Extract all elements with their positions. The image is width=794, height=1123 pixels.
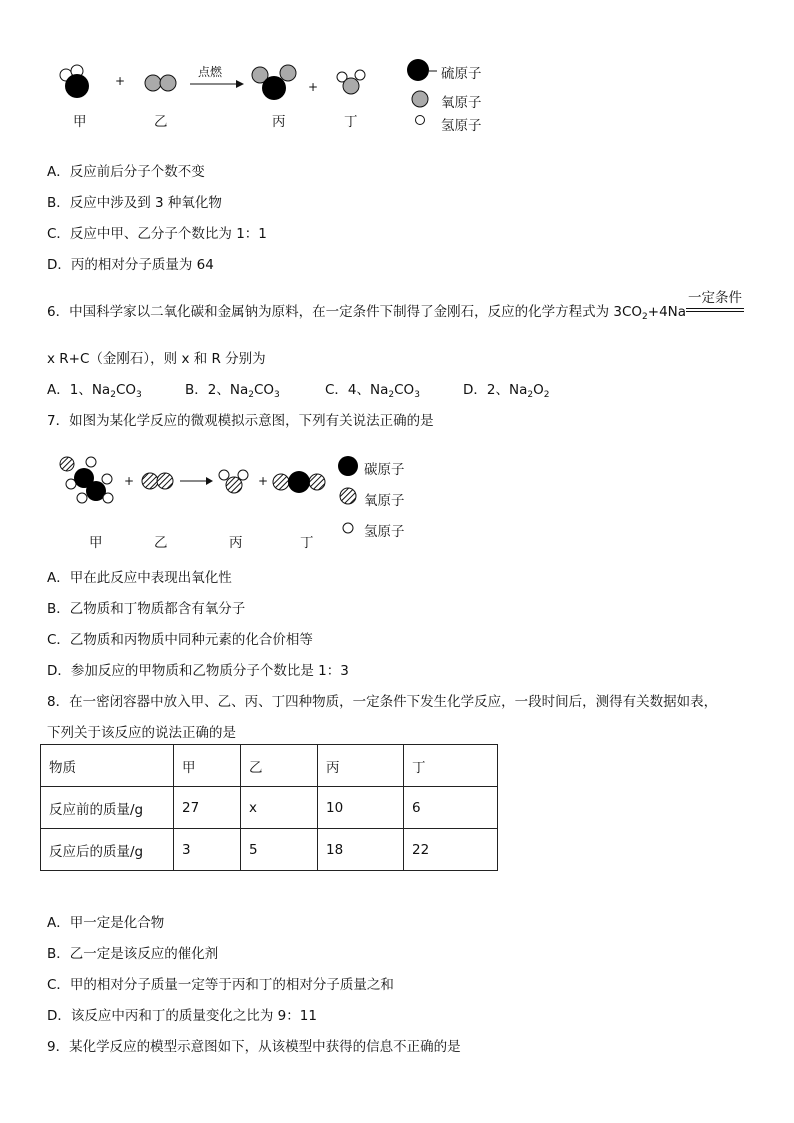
- table-cell: x: [241, 787, 318, 829]
- mass-data-table: [40, 744, 498, 871]
- q7-stem: 7．如图为某化学反应的微观模拟示意图，下列有关说法正确的是: [47, 413, 434, 429]
- table-cell: 6: [404, 787, 498, 829]
- molecule-yi-2: [142, 473, 173, 489]
- q6-option-b: B．2、$Na_2CO_3$: [185, 382, 280, 400]
- molecule-jia-1: [60, 65, 89, 98]
- table-cell: 22: [404, 829, 498, 871]
- legend-sulfur: 硫原子: [441, 66, 482, 82]
- q6-line2: x R+C（金刚石），则 x 和 R 分别为: [47, 351, 266, 367]
- table-header-row: [41, 745, 498, 787]
- table-cell: 反应后的质量/g: [41, 829, 174, 871]
- reaction-condition: 一定条件: [686, 286, 744, 312]
- table-header-cell: 丁: [404, 745, 498, 787]
- label-jia: 甲: [89, 535, 103, 551]
- plus-sign: +: [115, 74, 126, 88]
- molecule-bing-1: [252, 65, 296, 100]
- q6-option-d: D．2、$Na_2O_2$: [463, 382, 550, 400]
- molecule-ding-1: [337, 70, 365, 94]
- q8-stem-line2: 下列关于该反应的说法正确的是: [47, 725, 236, 741]
- legend-carbon: 碳原子: [364, 462, 405, 478]
- label-yi: 乙: [154, 535, 168, 551]
- legend-hydrogen: 氢原子: [364, 524, 405, 540]
- table-header-cell: 甲: [174, 745, 241, 787]
- q7-option-d: D．参加反应的甲物质和乙物质分子个数比是 1：3: [47, 663, 349, 679]
- table-cell: 反应前的质量/g: [41, 787, 174, 829]
- table-header-cell: 乙: [241, 745, 318, 787]
- label-jia: 甲: [73, 114, 87, 130]
- plus-sign: +: [258, 474, 269, 488]
- q6-option-a: A．1、$Na_2CO_3$: [47, 382, 142, 400]
- q5-option-b: B．反应中涉及到 3 种氧化物: [47, 195, 222, 211]
- plus-sign: +: [308, 80, 319, 94]
- q8-option-a: A．甲一定是化合物: [47, 915, 165, 931]
- molecule-yi-1: [145, 75, 176, 91]
- legend-oxygen: 氧原子: [441, 95, 482, 111]
- table-header-cell: 物质: [41, 745, 174, 787]
- q6-option-c: C．4、$Na_2CO_3$: [325, 382, 420, 400]
- legend-2: [338, 456, 358, 533]
- q8-option-c: C．甲的相对分子质量一定等于丙和丁的相对分子质量之和: [47, 977, 394, 993]
- table-cell: 27: [174, 787, 241, 829]
- q6-stem: 6．中国科学家以二氧化碳和金属钠为原料，在一定条件下制得了金刚石，反应的化学方程式为 $3CO_2+4Na$: [47, 304, 687, 322]
- q7-option-b: B．乙物质和丁物质都含有氧分子: [47, 601, 246, 617]
- q8-option-d: D．该反应中丙和丁的质量变化之比为 9：11: [47, 1008, 317, 1024]
- reaction-diagram-1: [0, 0, 794, 140]
- legend-oxygen: 氧原子: [364, 493, 405, 509]
- plus-sign: +: [124, 474, 135, 488]
- q8-stem-line1: 8．在一密闭容器中放入甲、乙、丙、丁四种物质，一定条件下发生化学反应，一段时间后，测得有关数据如表，: [47, 694, 718, 710]
- q7-option-a: A．甲在此反应中表现出氧化性: [47, 570, 232, 586]
- label-bing: 丙: [229, 535, 243, 551]
- table-cell: 5: [241, 829, 318, 871]
- molecule-ding-2: [273, 471, 325, 493]
- q7-option-c: C．乙物质和丙物质中同种元素的化合价相等: [47, 632, 313, 648]
- q8-option-b: B．乙一定是该反应的催化剂: [47, 946, 219, 962]
- arrow-label: 点燃: [198, 65, 223, 79]
- label-yi: 乙: [154, 114, 168, 130]
- q5-option-c: C．反应中甲、乙分子个数比为 1：1: [47, 226, 267, 242]
- molecule-jia-2: [60, 457, 113, 503]
- table-row: [41, 829, 498, 871]
- legend-hydrogen: 氢原子: [441, 118, 482, 134]
- table-header-cell: 丙: [318, 745, 404, 787]
- q9-stem: 9．某化学反应的模型示意图如下，从该模型中获得的信息不正确的是: [47, 1039, 461, 1055]
- label-ding: 丁: [300, 535, 314, 551]
- table-cell: 10: [318, 787, 404, 829]
- q5-option-a: A．反应前后分子个数不变: [47, 164, 205, 180]
- legend-1: [407, 59, 437, 125]
- molecule-bing-2: [219, 470, 248, 493]
- label-bing: 丙: [272, 114, 286, 130]
- table-cell: 3: [174, 829, 241, 871]
- q5-option-d: D．丙的相对分子质量为 64: [47, 257, 214, 273]
- table-cell: 18: [318, 829, 404, 871]
- label-ding: 丁: [344, 114, 358, 130]
- table-row: [41, 787, 498, 829]
